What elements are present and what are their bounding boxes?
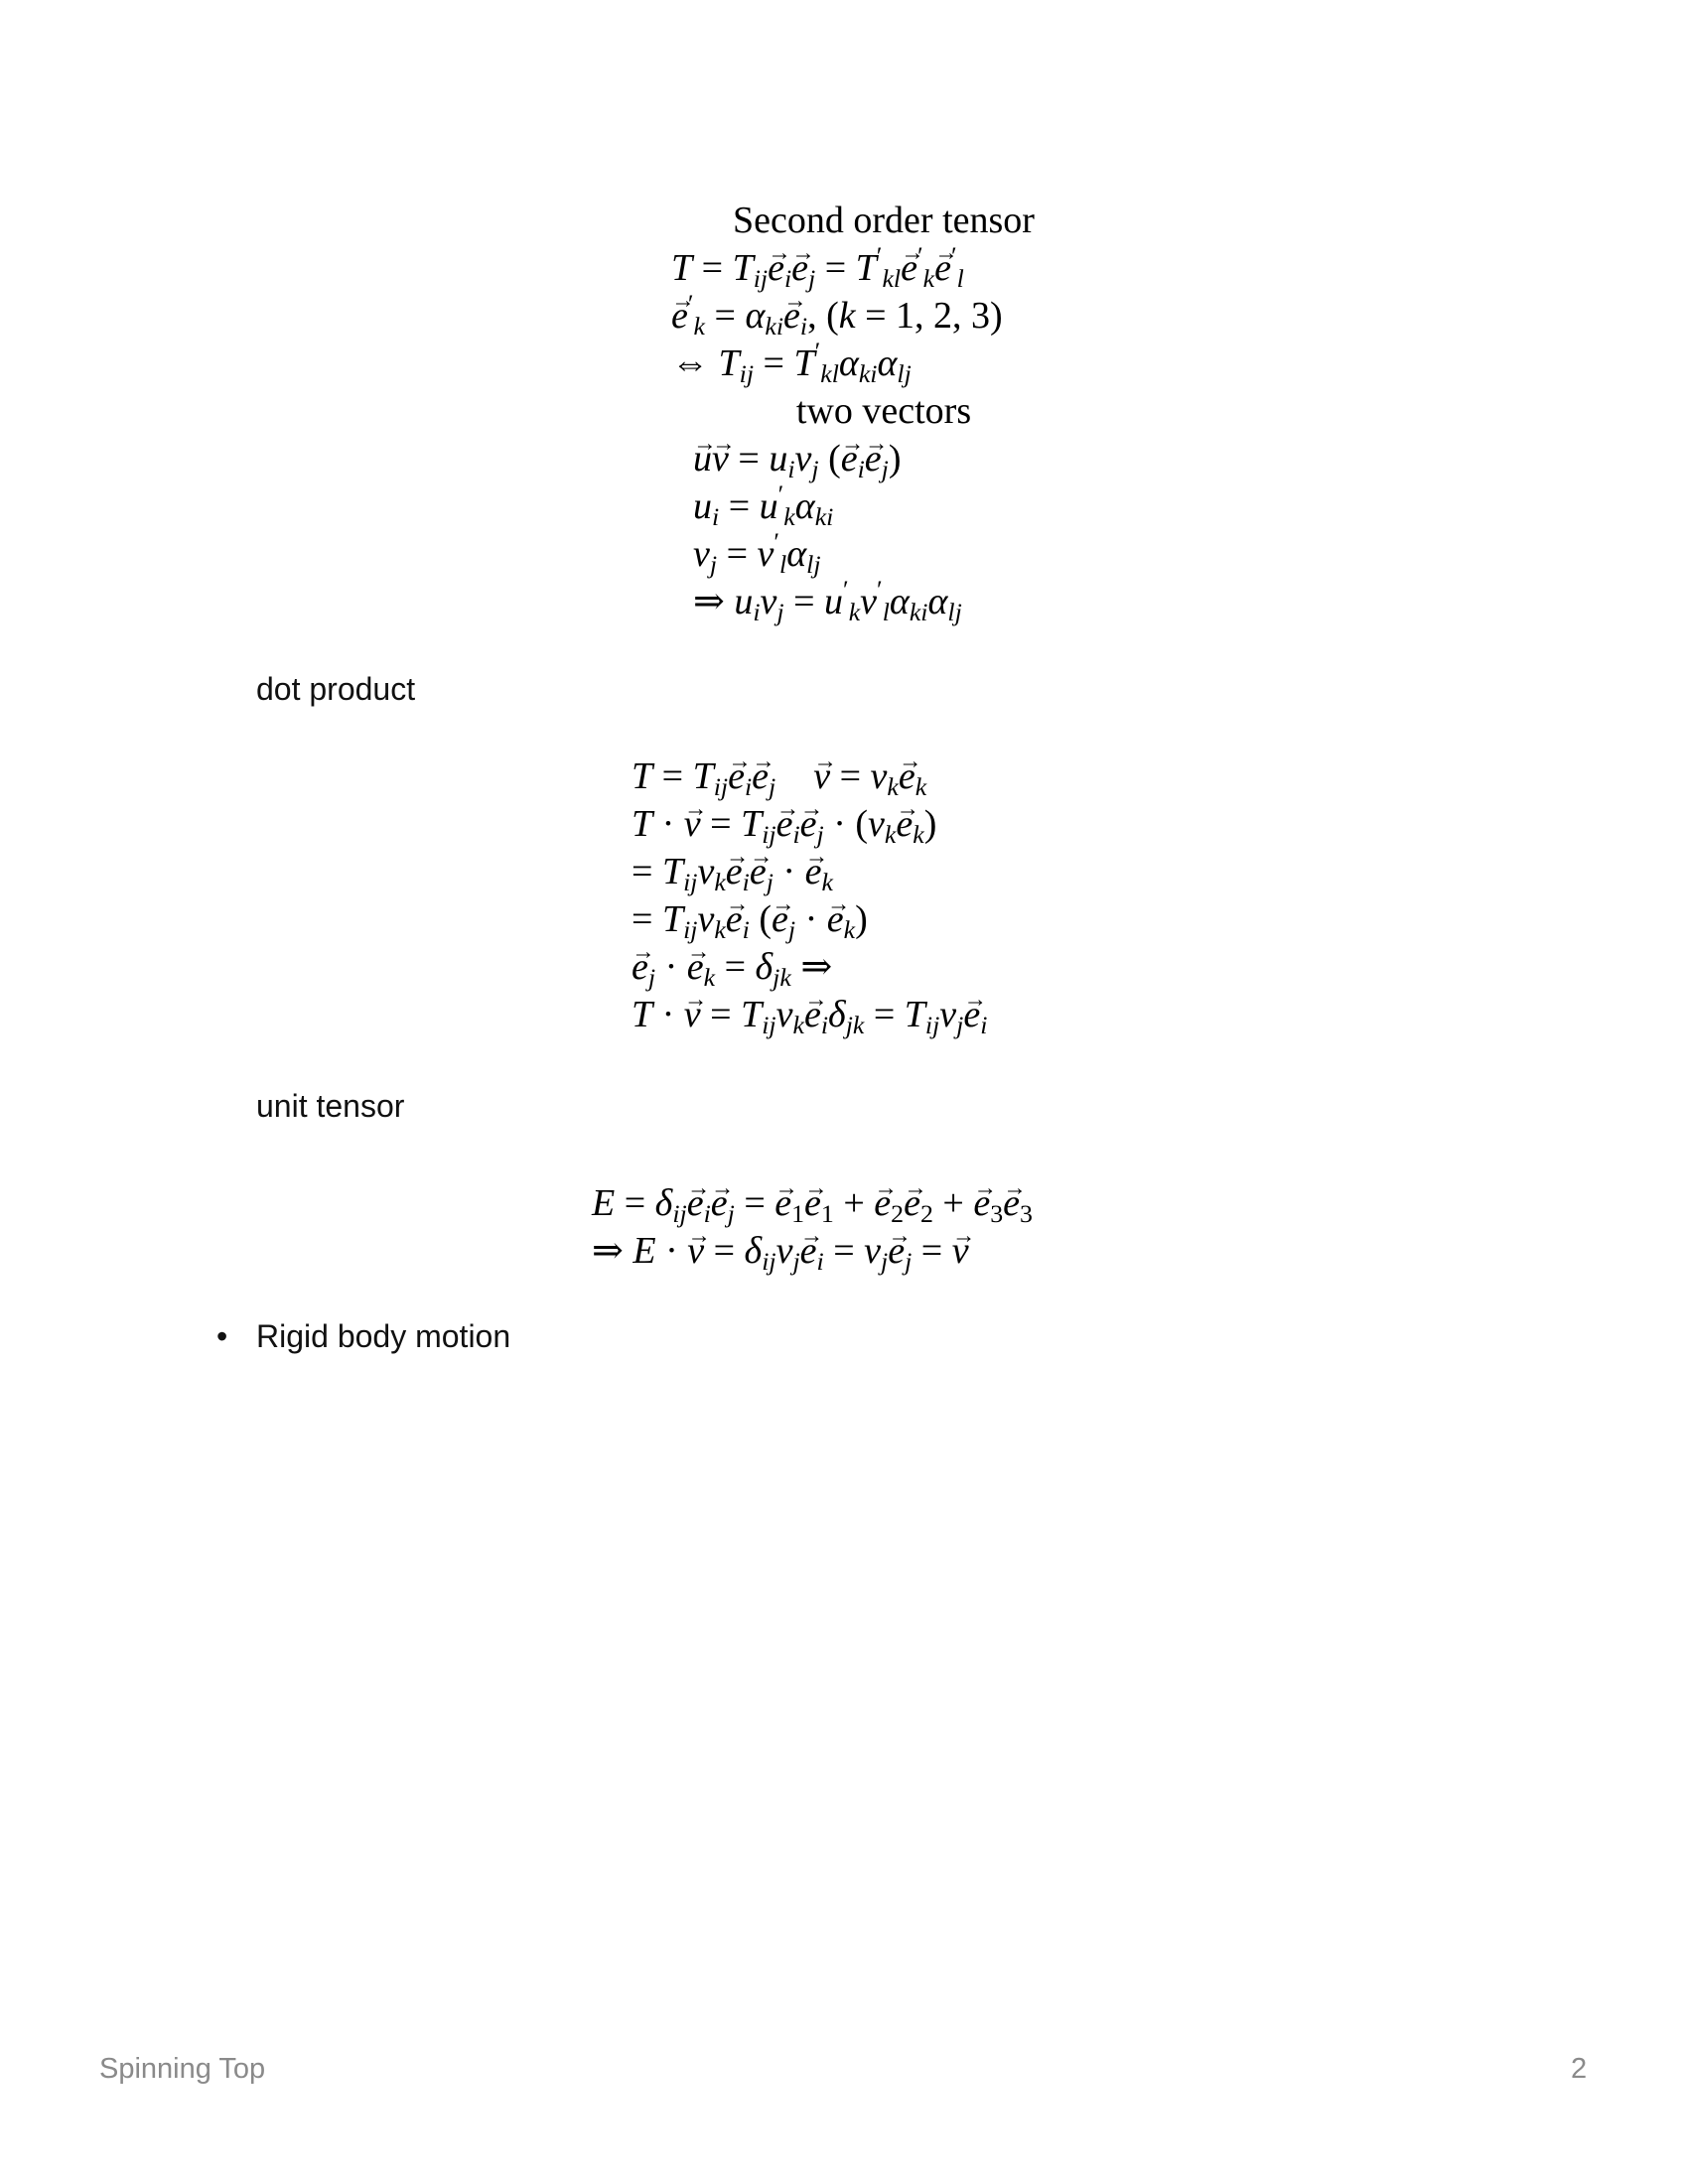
equation-component-transform: ⇔ $T_{ij} = T'_{kl}\alpha_{ki}\alpha_{lj}$ (671, 336, 912, 389)
bullet-marker: • (216, 1318, 228, 1354)
tensor-definition-block (671, 197, 1062, 625)
equation-kronecker: → $e_j$ · → $e_k = \delta_{jk}$ ⇒ (632, 943, 987, 991)
dot-product-label: dot product (256, 671, 416, 707)
equation-product-transform: ⇒ $u_iv_j = u'_kv'_l\alpha_{ki}\alpha_{lj}$ (693, 574, 962, 627)
footer-document-title: Spinning Top (99, 2053, 266, 2085)
equation-unit-tensor: $E = \delta_{ij}\to e_i\to e_j$ = → $e_1\to e_1$ + → $e_2\to e_2$ + → $e_3\to e_3$ (592, 1179, 1033, 1227)
equation-dot-step2: = $T_{ij}v_k\to e_i\to e_j$ · → $e_k$ (632, 848, 987, 895)
dot-product-block (632, 752, 987, 1038)
unit-tensor-block (592, 1179, 1033, 1275)
equation-dot-setup: $T = T_{ij}\to e_i\to e_j$ → $v = v_k\to e_k$ (632, 752, 987, 800)
unit-tensor-label: unit tensor (256, 1088, 405, 1124)
equation-dot-step3: = $T_{ij}v_k\to e_i$ (→ $e_j$ · → $e_k$) (632, 895, 987, 943)
equation-dot-result: T · → $v = T_{ij}v_k\to e_i\delta_{jk} = T_{ij}v_j\to e_i$ (632, 991, 987, 1038)
equation-dot-step1: T · → $v = T_{ij}\to e_i\to e_j \cdot (v_k\to e_k)$ (632, 800, 987, 848)
equation-dyad: → $u\to v = u_iv_j$ (→ $e_i\to e_j$) (671, 435, 1062, 482)
equation-v-transform: $v_j = v'_l\alpha_{lj}$ (693, 526, 821, 580)
tensor-heading: Second order tensor (733, 200, 1035, 241)
equation-tensor-expansion: $T = T_{ij}\to e_i\to e_j = T'_{kl}\to e'_k\to e'_l$ (671, 244, 1062, 292)
equation-u-transform: $u_i = u'_k\alpha_{ki}$ (693, 478, 834, 532)
vectors-heading: two vectors (795, 390, 972, 432)
bullet-rigid-body-motion: Rigid body motion (256, 1318, 511, 1354)
equation-basis-transform: → $e'_k = \alpha_{ki}\to e_i$, (k = 1, 2, 3) (671, 292, 1062, 340)
equation-unit-tensor-dot: ⇒ E · → $v = \delta_{ij}v_j\to e_i = v_j\to e_j$ = → v (592, 1227, 1033, 1275)
footer-page-number: 2 (1571, 2053, 1588, 2085)
